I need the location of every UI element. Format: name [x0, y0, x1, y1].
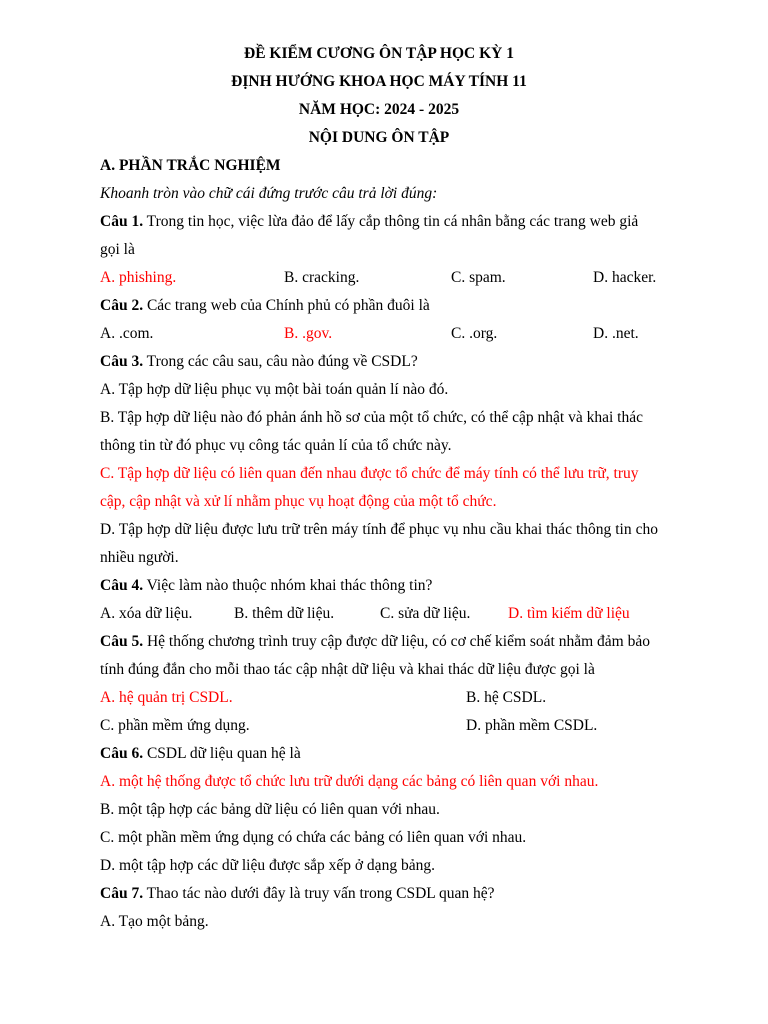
title-line-1: ĐỀ KIỂM CƯƠNG ÔN TẬP HỌC KỲ 1 — [244, 45, 514, 62]
question-label: Câu 3. — [100, 353, 144, 370]
question-text: CSDL dữ liệu quan hệ là — [143, 745, 301, 762]
option-d: D. một tập hợp các dữ liệu được sắp xếp ở dạng bảng. — [100, 857, 435, 874]
question-label: Câu 7. — [100, 885, 144, 902]
option-b: B. một tập hợp các bảng dữ liệu có liên quan với nhau. — [100, 801, 440, 818]
question-2 — [100, 292, 658, 320]
question-label: Câu 4. — [100, 577, 144, 594]
question-3 — [100, 348, 658, 376]
question-1 — [100, 208, 658, 264]
option-b: B. Tập hợp dữ liệu nào đó phản ánh hồ sơ của một tổ chức, có thể cập nhật và khai thác thông tin từ đó phục vụ công tác quản lí của tổ chức này. — [100, 409, 643, 454]
option-d: D. tìm kiếm dữ liệu — [508, 605, 630, 622]
question-6 — [100, 740, 658, 768]
question-4-options — [100, 600, 658, 628]
option-b: B. cracking. — [284, 269, 360, 286]
option-a: A. phishing. — [100, 269, 177, 286]
question-label: Câu 2. — [100, 297, 144, 314]
section-a-instruction: Khoanh tròn vào chữ cái đứng trước câu trả lời đúng: — [100, 185, 438, 202]
question-label: Câu 5. — [100, 633, 144, 650]
section-a-title: A. PHẦN TRẮC NGHIỆM — [100, 157, 281, 174]
question-label: Câu 6. — [100, 745, 144, 762]
option-c: C. spam. — [451, 269, 506, 286]
option-c: C. phần mềm ứng dụng. — [100, 717, 250, 734]
option-a: A. hệ quản trị CSDL. — [100, 689, 233, 706]
title-line-2: ĐỊNH HƯỚNG KHOA HỌC MÁY TÍNH 11 — [231, 73, 527, 90]
option-a: A. Tập hợp dữ liệu phục vụ một bài toán quản lí nào đó. — [100, 381, 449, 398]
option-a: A. xóa dữ liệu. — [100, 605, 193, 622]
document-page — [100, 40, 658, 936]
question-label: Câu 1. — [100, 213, 144, 230]
option-d: D. .net. — [593, 325, 639, 342]
title-line-4: NỘI DUNG ÔN TẬP — [308, 129, 450, 146]
option-b: B. thêm dữ liệu. — [234, 605, 335, 622]
question-text: Hệ thống chương trình truy cập được dữ liệu, có cơ chế kiểm soát nhằm đảm bảo tính đúng đắn cho mỗi thao tác cập nhật dữ liệu và khai thác dữ liệu được gọi là — [100, 633, 650, 678]
question-7 — [100, 880, 658, 908]
question-text: Trong các câu sau, câu nào đúng về CSDL? — [143, 353, 418, 370]
option-d: D. hacker. — [593, 269, 657, 286]
option-c: C. sửa dữ liệu. — [380, 605, 471, 622]
question-1-options — [100, 264, 658, 292]
option-a: A. một hệ thống được tổ chức lưu trữ dưới dạng các bảng có liên quan với nhau. — [100, 773, 599, 790]
option-b: B. .gov. — [284, 325, 333, 342]
title-line-3: NĂM HỌC: 2024 - 2025 — [298, 101, 460, 118]
option-c: C. một phần mềm ứng dụng có chứa các bảng có liên quan với nhau. — [100, 829, 527, 846]
question-text: Các trang web của Chính phủ có phần đuôi là — [143, 297, 430, 314]
option-b: B. hệ CSDL. — [466, 689, 547, 706]
question-5-options-row-2 — [100, 712, 658, 740]
option-c: C. Tập hợp dữ liệu có liên quan đến nhau được tổ chức để máy tính có thể lưu trữ, truy cập, cập nhật và xử lí nhằm phục vụ hoạt động của một tổ chức. — [100, 465, 639, 510]
option-c: C. .org. — [451, 325, 498, 342]
question-4 — [100, 572, 658, 600]
option-a: A. Tạo một bảng. — [100, 913, 209, 930]
question-text: Trong tin học, việc lừa đảo để lấy cắp thông tin cá nhân bằng các trang web giả gọi là — [100, 213, 639, 258]
question-5 — [100, 628, 658, 684]
question-text: Việc làm nào thuộc nhóm khai thác thông tin? — [143, 577, 433, 594]
option-d: D. phần mềm CSDL. — [466, 717, 598, 734]
question-2-options — [100, 320, 658, 348]
option-d: D. Tập hợp dữ liệu được lưu trữ trên máy tính để phục vụ nhu cầu khai thác thông tin cho nhiều người. — [100, 521, 658, 566]
question-5-options-row-1 — [100, 684, 658, 712]
option-a: A. .com. — [100, 325, 154, 342]
question-text: Thao tác nào dưới đây là truy vấn trong CSDL quan hệ? — [143, 885, 495, 902]
